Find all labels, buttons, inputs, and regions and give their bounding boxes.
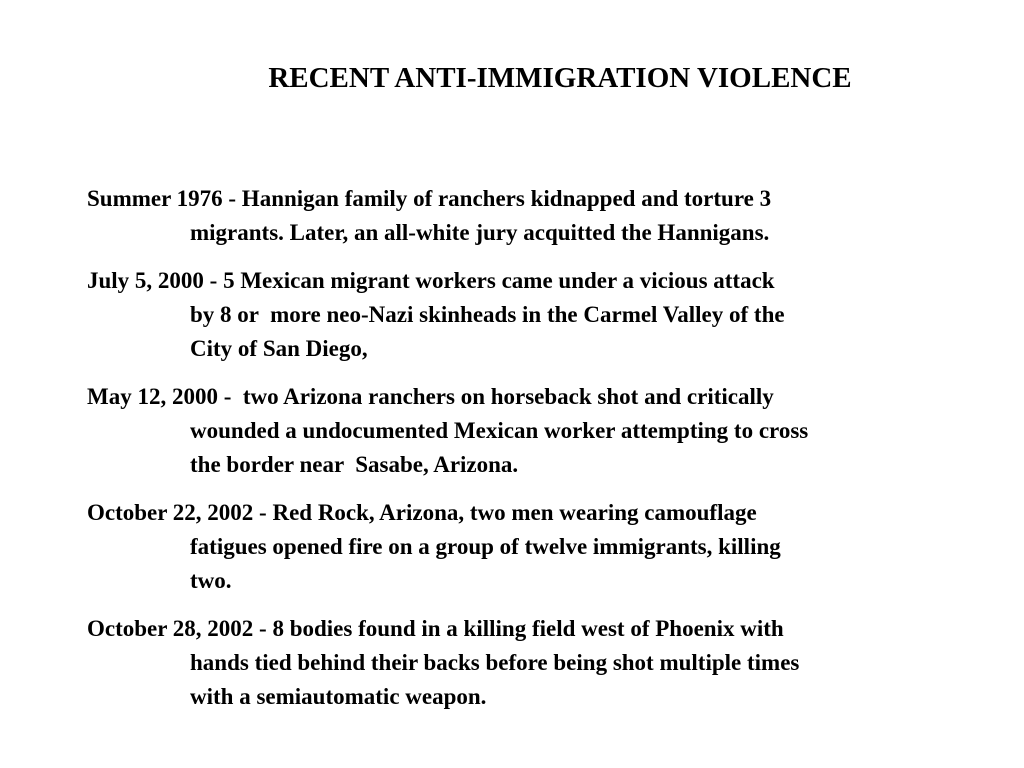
event-line: October 22, 2002 - Red Rock, Arizona, two men wearing camouflage xyxy=(87,500,757,525)
slide-title: RECENT ANTI-IMMIGRATION VIOLENCE xyxy=(268,62,852,94)
event-item-1976 xyxy=(87,182,967,250)
event-line: Summer 1976 - Hannigan family of ranchers kidnapped and torture 3 xyxy=(87,186,772,211)
event-item-july-2000 xyxy=(87,264,967,366)
event-item-oct-28-2002 xyxy=(87,612,967,714)
event-item-may-2000 xyxy=(87,380,967,482)
event-line: hands tied behind their backs before being shot multiple times xyxy=(190,650,800,675)
event-line: with a semiautomatic weapon. xyxy=(190,684,487,709)
event-line: fatigues opened fire on a group of twelve immigrants, killing xyxy=(190,534,781,559)
event-line: May 12, 2000 - two Arizona ranchers on horseback shot and critically xyxy=(87,384,774,409)
event-line: July 5, 2000 - 5 Mexican migrant workers came under a vicious attack xyxy=(87,268,775,293)
event-line: migrants. Later, an all-white jury acquitted the Hannigans. xyxy=(190,220,770,245)
event-list xyxy=(87,182,967,728)
event-line: the border near Sasabe, Arizona. xyxy=(190,452,519,477)
event-line: City of San Diego, xyxy=(190,336,368,361)
event-item-oct-22-2002 xyxy=(87,496,967,598)
event-line: two. xyxy=(190,568,232,593)
event-line: by 8 or more neo-Nazi skinheads in the Carmel Valley of the xyxy=(190,302,785,327)
event-line: October 28, 2002 - 8 bodies found in a killing field west of Phoenix with xyxy=(87,616,784,641)
event-line: wounded a undocumented Mexican worker attempting to cross xyxy=(190,418,809,443)
